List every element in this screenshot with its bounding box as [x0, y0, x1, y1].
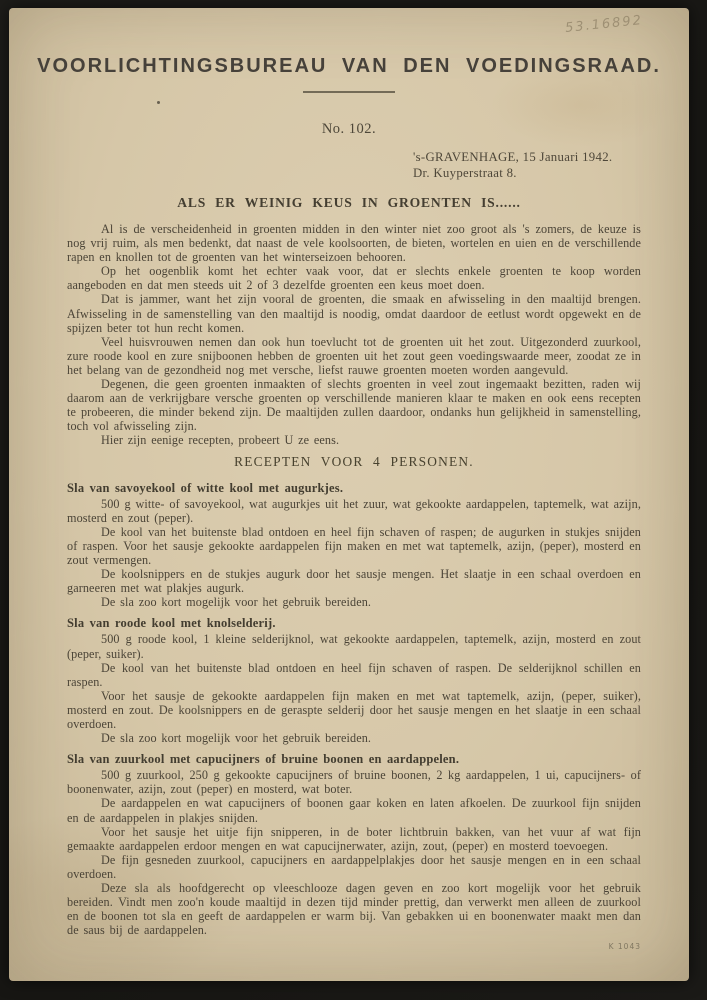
recipe-paragraph: 500 g witte- of savoyekool, wat augurkjes uit het zuur, wat gekookte aardappelen, taptemelk, wat azijn, mosterd en zout (peper). [67, 496, 641, 525]
recipe [67, 752, 641, 937]
intro-paragraph: Op het oogenblik komt het echter vaak voor, dat er slechts enkele groenten te koop worden aangeboden en dat men steeds uit 2 of 3 dezelfde groenten een keus moet doen. [67, 264, 641, 293]
recipe-title: Sla van savoyekool of witte kool met augurkjes. [67, 480, 344, 495]
date-block [413, 150, 689, 181]
recipe-paragraph: Voor het sausje het uitje fijn snipperen, in de boter lichtbruin bakken, van het vuur af wat fijn gemaakte aardappelen erdoor mengen en wat capucijnerwater, azijn, zout, (peper) en mosterd toevoegen. [67, 824, 641, 853]
recipe-paragraph: De fijn gesneden zuurkool, capucijners en aardappelplakjes door het sausje mengen en in een schaal overdoen. [67, 852, 641, 881]
recipe-paragraph: De sla zoo kort mogelijk voor het gebruik bereiden. [101, 595, 372, 610]
intro-paragraph: Hier zijn eenige recepten, probeert U ze eens. [101, 433, 340, 448]
recipe-paragraph: De sla zoo kort mogelijk voor het gebruik bereiden. [101, 731, 372, 746]
ink-dot [157, 101, 160, 104]
recipe [67, 616, 641, 745]
recipe-paragraph: Voor het sausje de gekookte aardappelen fijn maken en met wat taptemelk, azijn, (peper, suiker), mosterd en zout. De koolsnippers en de geraspte selderij door het sausje mengen en het slaatje in een schaal overdoen. [67, 688, 641, 731]
intro-paragraph: Al is de verscheidenheid in groenten midden in den winter niet zoo groot als 's zomers, de keuze is nog vrij ruim, als men bedenkt, dat naast de vele koolsoorten, de bieten, wortelen en uien en de verschillende rapen en knollen tot de groenten van het winterseizoen behooren. [67, 222, 641, 265]
recipe [67, 481, 641, 610]
intro-paragraph: Dat is jammer, want het zijn vooral de groenten, die smaak en afwisseling in den maaltijd brengen. Afwisseling in de samenstelling van den maaltijd is noodig, omdat daardoor de eetlust wordt opgewekt en de spijzen beter tot hun recht komen. [67, 292, 641, 335]
printer-code: K 1043 [608, 942, 641, 951]
recipe-paragraph: Deze sla als hoofdgerecht op vleeschlooze dagen geven en zoo kort mogelijk voor het gebruik bereiden. Vindt men zoo'n koude maaltijd in dezen tijd minder prettig, dan verwerkt men alleen de zuurkool en de boonen tot sla en geeft de aardappelen er warm bij. Van gebakken ui en boonenwater maakt men dan de saus bij de aardappelen. [67, 881, 641, 938]
recipe-paragraph: 500 g zuurkool, 250 g gekookte capucijners of bruine boonen, 2 kg aardappelen, 1 ui, capucijners- of boonenwater, azijn, zout (peper) en mosterd, wat boter. [67, 768, 641, 797]
handwritten-archive-number: 53.16892 [564, 12, 644, 37]
document-page [9, 8, 689, 981]
bulletin-number: No. 102. [321, 121, 377, 137]
recipe-paragraph: De koolsnippers en de stukjes augurk door het sausje mengen. Het slaatje in een schaal overdoen en garneeren met wat plakjes augurk. [67, 567, 641, 596]
recipe-title: Sla van zuurkool met capucijners of bruine boonen en aardappelen. [67, 752, 460, 767]
organization-title: VOORLICHTINGSBUREAU VAN DEN VOEDINGSRAAD. [37, 55, 661, 77]
recipe-paragraph: De kool van het buitenste blad ontdoen en heel fijn schaven of raspen. De selderijknol schillen en raspen. [67, 660, 641, 689]
title-divider [303, 91, 395, 93]
recipes-heading: RECEPTEN VOOR 4 PERSONEN. [234, 453, 474, 469]
address-line: Dr. Kuyperstraat 8. [413, 165, 517, 180]
recipe-paragraph: 500 g roode kool, 1 kleine selderijknol, wat gekookte aardappelen, taptemelk, azijn, mosterd en zout (peper, suiker). [67, 632, 641, 661]
intro-section [67, 222, 641, 448]
recipe-title: Sla van roode kool met knolselderij. [67, 616, 276, 631]
article-title: ALS ER WEINIG KEUS IN GROENTEN IS...... [177, 195, 521, 210]
intro-paragraph: Degenen, die geen groenten inmaakten of slechts groenten in veel zout ingemaakt bezitten, raden wij daarom aan de verkrijgbare versche groenten op verschillende manieren klaar te maken en ook eens recepten te probeeren, die minder bekend zijn. De maaltijden zullen daardoor, ondanks hun gelijkheid in samenstelling, toch vol afwisseling zijn. [67, 377, 641, 434]
intro-paragraph: Veel huisvrouwen nemen dan ook hun toevlucht tot de groenten uit het zout. Uitgezonderd zuurkool, zure roode kool en zure snijboonen hebben de groenten uit het zout geen voedingswaarde meer, zoodat ze in het belang van de gezondheid nog met versche, liefst rauwe groenten moeten worden aangevuld. [67, 334, 641, 377]
place-date-line: 's-GRAVENHAGE, 15 Januari 1942. [413, 150, 613, 164]
recipe-paragraph: De kool van het buitenste blad ontdoen en heel fijn schaven of raspen; de augurken in stukjes snijden of raspen. Voor het sausje gekookte aardappelen fijn maken en met wat taptemelk, azijn, (peper), mosterd en zout vermengen. [67, 524, 641, 567]
recipe-paragraph: De aardappelen en wat capucijners of boonen gaar koken en laten afkoelen. De zuurkool fijn snijden en de aardappelen in plakjes snijden. [67, 796, 641, 825]
recipes-section [67, 481, 641, 938]
